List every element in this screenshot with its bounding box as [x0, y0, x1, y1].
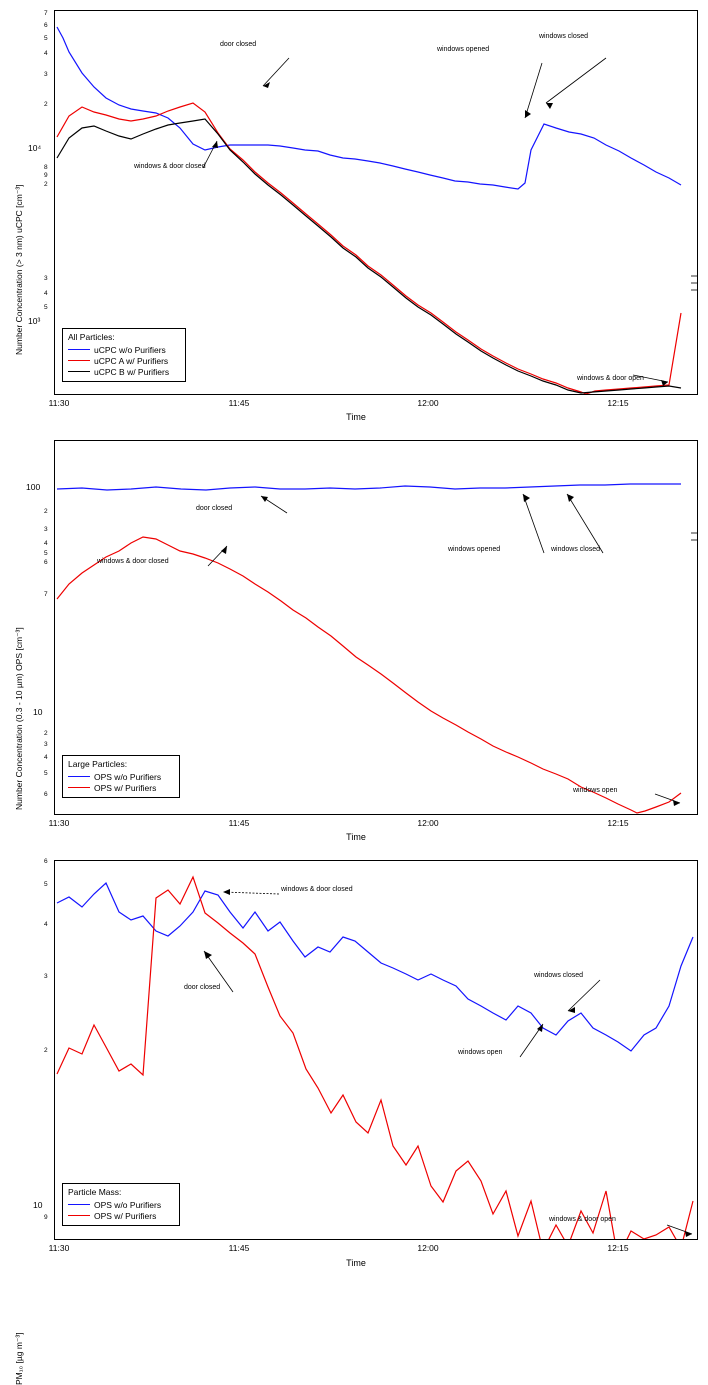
panel-bottom-yminor-6: 6	[44, 858, 48, 865]
panel-top-yminor-e: 4	[44, 290, 48, 297]
panel-bottom-annotation-0: windows & door closed	[281, 886, 353, 893]
panel-bottom-yminor-4: 4	[44, 921, 48, 928]
legend-label: OPS w/ Purifiers	[94, 782, 157, 793]
panel-top-ytick-0: 10⁴	[28, 143, 42, 153]
panel-middle-xtick-0: 11:30	[48, 818, 70, 828]
panel-top-annotation-0: door closed	[220, 41, 257, 48]
panel-middle-ytick-10: 10	[33, 707, 43, 717]
legend-swatch	[68, 787, 90, 788]
panel-middle-annotation-0: door closed	[196, 505, 233, 512]
panel-middle-yminor-0: 2	[44, 508, 48, 515]
legend-swatch	[68, 776, 90, 777]
panel-middle-xtick-3: 12:15	[607, 818, 629, 828]
panel-top-yminor-a: 8	[44, 164, 48, 171]
panel-top-yminor-2: 7	[44, 10, 48, 17]
legend-label: OPS w/o Purifiers	[94, 771, 162, 782]
panel-bottom-yminor-3: 3	[44, 973, 48, 980]
legend-entry	[68, 771, 174, 782]
legend-entry	[68, 355, 180, 366]
panel-bottom-annotation-4: windows & door open	[549, 1216, 616, 1223]
panel-bottom-xlabel: Time	[346, 1258, 366, 1268]
panel-bottom-annotation-1: door closed	[184, 984, 221, 991]
panel-top-yminor-6: 3	[44, 71, 48, 78]
panel-top-xtick-3: 12:15	[607, 398, 629, 408]
panel-top-yminor-3: 6	[44, 22, 48, 29]
panel-top-xtick-1: 11:45	[228, 398, 250, 408]
panel-bottom-ytick-10: 10	[33, 1200, 43, 1210]
panel-top-xtick-2: 12:00	[417, 398, 439, 408]
legend-entry	[68, 1210, 174, 1221]
panel-middle-legend	[62, 755, 180, 798]
panel-top-annotation-1: windows opened	[437, 46, 490, 53]
panel-middle-yminor-6: 2	[44, 730, 48, 737]
panel-top-yminor-f: 5	[44, 304, 48, 311]
panel-bottom-xtick-3: 12:15	[607, 1243, 629, 1253]
panel-middle-annotation-3: windows & door closed	[97, 558, 169, 565]
legend-title: All Particles:	[68, 332, 115, 342]
panel-middle-xtick-1: 11:45	[228, 818, 250, 828]
legend-swatch	[68, 371, 90, 372]
legend-swatch	[68, 349, 90, 350]
panel-middle-annotation-2: windows closed	[551, 546, 601, 553]
panel-middle-xtick-2: 12:00	[417, 818, 439, 828]
panel-middle-ylabel: Number Concentration (0.3 - 10 µm) OPS [cm⁻³]	[14, 627, 24, 810]
panel-bottom-yminor-2: 2	[44, 1047, 48, 1054]
panel-bottom-xtick-2: 12:00	[417, 1243, 439, 1253]
panel-bottom-annotation-3: windows open	[458, 1049, 503, 1056]
panel-middle-yminor-9: 5	[44, 770, 48, 777]
panel-top-xlabel: Time	[346, 412, 366, 422]
panel-middle-ytick-100: 100	[26, 482, 41, 492]
panel-bottom	[0, 850, 708, 1385]
panel-middle-yminor-7: 3	[44, 741, 48, 748]
panel-top-yminor-c: 2	[44, 181, 48, 188]
legend-label: OPS w/o Purifiers	[94, 1199, 162, 1210]
legend-swatch	[68, 1204, 90, 1205]
panel-top-ylabel: Number Concentration (> 3 nm) uCPC [cm⁻³]	[14, 184, 24, 355]
panel-bottom-annotation-2: windows closed	[534, 972, 584, 979]
panel-top-yminor-7: 2	[44, 101, 48, 108]
panel-middle	[0, 430, 708, 845]
legend-label: uCPC B w/ Purifiers	[94, 366, 170, 377]
panel-middle-yminor-1: 3	[44, 526, 48, 533]
legend-entry	[68, 366, 180, 377]
panel-top-yminor-5: 4	[44, 50, 48, 57]
panel-middle-yminor-3: 5	[44, 550, 48, 557]
legend-entry	[68, 782, 174, 793]
panel-bottom-xtick-0: 11:30	[48, 1243, 70, 1253]
legend-entry	[68, 1199, 174, 1210]
panel-bottom-xtick-1: 11:45	[228, 1243, 250, 1253]
panel-top-yminor-d: 3	[44, 275, 48, 282]
legend-label: uCPC w/o Purifiers	[94, 344, 166, 355]
panel-middle-yminor-2: 4	[44, 540, 48, 547]
panel-bottom-yminor-5: 5	[44, 881, 48, 888]
panel-middle-annotation-4: windows open	[573, 787, 618, 794]
legend-title: Particle Mass:	[68, 1187, 122, 1197]
panel-top-annotation-3: windows & door closed	[134, 163, 206, 170]
panel-top-ytick-1: 10³	[28, 316, 41, 326]
legend-title: Large Particles:	[68, 759, 128, 769]
panel-middle-yminor-10: 6	[44, 791, 48, 798]
panel-top-yminor-4: 5	[44, 35, 48, 42]
panel-top-xtick-0: 11:30	[48, 398, 70, 408]
legend-entry	[68, 344, 180, 355]
legend-swatch	[68, 1215, 90, 1216]
legend-swatch	[68, 360, 90, 361]
legend-label: uCPC A w/ Purifiers	[94, 355, 169, 366]
panel-bottom-yminor-0: 9	[44, 1214, 48, 1221]
panel-middle-xlabel: Time	[346, 832, 366, 842]
panel-middle-yminor-5: 7	[44, 591, 48, 598]
panel-top-annotation-4: windows & door open	[577, 375, 644, 382]
panel-top-annotation-2: windows closed	[539, 33, 589, 40]
panel-bottom-legend	[62, 1183, 180, 1226]
panel-top-legend	[62, 328, 186, 382]
panel-middle-yminor-4: 6	[44, 559, 48, 566]
panel-top	[0, 0, 708, 425]
panel-top-yminor-b: 9	[44, 172, 48, 179]
panel-middle-annotation-1: windows opened	[448, 546, 501, 553]
panel-bottom-ylabel: PM₁₀ [µg m⁻³]	[14, 1332, 24, 1385]
legend-label: OPS w/ Purifiers	[94, 1210, 157, 1221]
panel-middle-yminor-8: 4	[44, 754, 48, 761]
